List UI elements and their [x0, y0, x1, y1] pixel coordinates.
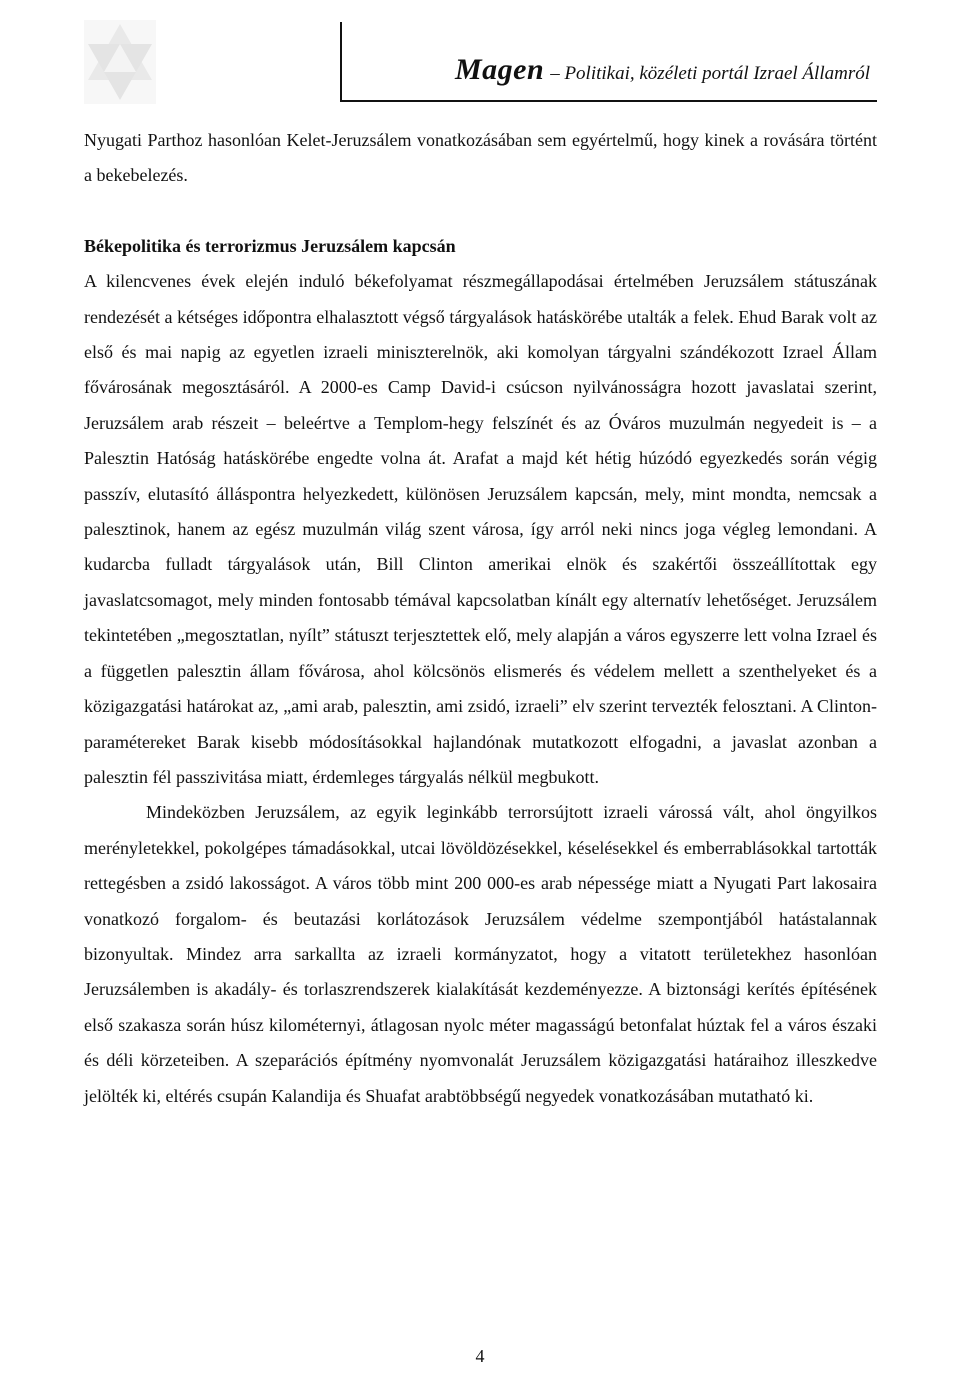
document-body — [84, 123, 877, 1114]
section-heading: Békepolitika és terrorizmus Jeruzsálem kapcsán — [84, 235, 456, 256]
body-paragraph-1: A kilencvenes évek elején induló békefolyamat részmegállapodásai értelmében Jeruzsálem státuszának rendezését a kétséges időpontra elhalasztott végső tárgyalások hatáskörébe utalták a felek. Ehud Barak volt az első és mai napig az egyetlen izraeli miniszterelnök, aki komolyan tárgyalni szándékozott Izrael Állam fővárosának megosztásáról. A 2000-es Camp David-i csúcson nyilvánosságra hozott javaslatai szerint, Jeruzsálem arab részeit – beleértve a Templom-hegy felszínét és az Óváros muzulmán negyedeit is – a Palesztin Hatóság hatáskörébe engedte volna át. Arafat a majd két hétig húzódó egyezkedés során végig passzív, elutasító álláspontra helyezkedett, különösen Jeruzsálem kapcsán, mely, mint mondta, nemcsak a palesztinok, hanem az egész muzulmán világ szent városa, így arról neki nincs joga végleg lemondani. A kudarcba fulladt tárgyalások után, Bill Clinton amerikai elnök és szakértői összeállítottak egy javaslatcsomagot, mely minden fontosabb témával kapcsolatban kínált egy alternatív lehetőséget. Jeruzsálem tekintetében „megosztatlan, nyílt” státuszt terjesztettek elő, mely alapján a város egyszerre lett volna Izrael és a független palesztin állam fővárosa, ahol kölcsönös elismerés és védelem mellett a szenthelyeket és a közigazgatási határokat az, „ami arab, palesztin, ami zsidó, izraeli” elv szerint tervezték felosztani. A Clinton-paramétereket Barak kisebb módosításokkal hajlandónak mutatkozott elfogadni, a javaslat azonban a palesztin fél passzivitása miatt, érdemleges tárgyalás nélkül megbukott. — [84, 271, 877, 787]
page-header — [455, 53, 870, 87]
brand-name: Magen — [455, 53, 545, 86]
header-horizontal-rule — [340, 100, 877, 102]
body-paragraph-2: Mindeközben Jeruzsálem, az egyik leginkább terrorsújtott izraeli várossá vált, ahol öngyilkos merényletekkel, pokolgépes támadásokkal, utcai lövöldözésekkel, késelésekkel és emberrablásokkal tartották rettegésben a zsidó lakosságot. A város több mint 200 000-es arab népessége miatt a Nyugati Part lakosaira vonatkozó forgalom- és beutazási korlátozások Jeruzsálem védelme szempontjából hatástalannak bizonyultak. Mindez arra sarkallta az izraeli kormányzatot, hogy a vitatott területekhez hasonlóan Jeruzsálemben is akadály- és torlaszrendszerek kialakítását kezdeményezze. A biztonsági kerítés építésének első szakasza során húsz kilométernyi, átlagosan nyolc méter magasságú betonfalat húztak fel a város északi és déli körzeteiben. A szeparációs építmény nyomvonalát Jeruzsálem közigazgatási határaihoz illeszkedve jelölték ki, eltérés csupán Kalandija és Shuafat arabtöbbségű negyedek vonatkozásában mutatható ki. — [84, 802, 877, 1106]
page-number: 4 — [475, 1346, 485, 1366]
header-tagline: – Politikai, közéleti portál Izrael Államról — [550, 63, 870, 84]
intro-paragraph: Nyugati Parthoz hasonlóan Kelet-Jeruzsálem vonatkozásában sem egyértelmű, hogy kinek a rovására történt a bekebelezés. — [84, 130, 877, 186]
paragraph-spacer — [84, 194, 877, 229]
header-vertical-rule — [340, 22, 342, 102]
star-of-david-logo-icon — [84, 20, 156, 104]
